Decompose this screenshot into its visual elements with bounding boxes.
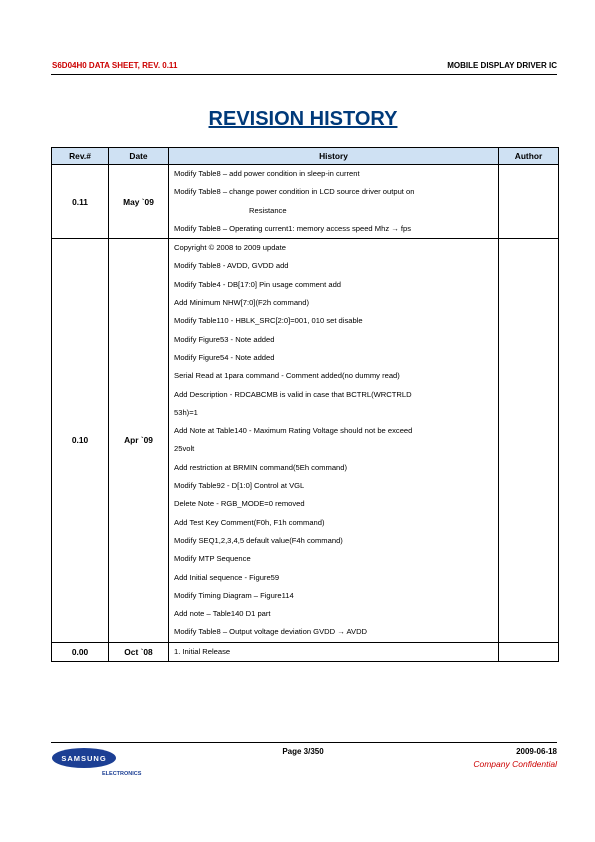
- header-doc-title: S6D04H0 DATA SHEET, REV. 0.11: [52, 61, 178, 70]
- history-line: Resistance: [249, 205, 287, 215]
- history-line: Delete Note - RGB_MODE=0 removed: [174, 499, 305, 509]
- author-cell: [499, 165, 559, 239]
- author-cell: [499, 642, 559, 661]
- footer-date: 2009-06-18: [516, 747, 557, 756]
- table-row: [52, 239, 559, 643]
- history-line: Modify Table8 – add power condition in sleep-in current: [174, 169, 360, 178]
- history-line: Modify Table8 - AVDD, GVDD add: [174, 261, 289, 271]
- column-header-history: History: [169, 148, 499, 165]
- history-line: 1. Initial Release: [174, 646, 231, 656]
- history-line: Serial Read at 1para command - Comment added(no dummy read): [174, 371, 400, 381]
- confidential-label: Company Confidential: [473, 759, 557, 769]
- history-line: Modify Timing Diagram – Figure114: [174, 590, 294, 600]
- rev-cell: 0.11: [52, 165, 109, 239]
- table-row: [52, 165, 559, 239]
- logo-wordmark: SAMSUNG: [61, 753, 107, 763]
- table-header-row: [52, 148, 559, 165]
- date-cell: May `09: [109, 165, 169, 239]
- page-title: REVISION HISTORY: [208, 108, 398, 130]
- column-header-author: Author: [499, 148, 559, 165]
- history-line: 25volt: [174, 444, 195, 454]
- date-cell: Apr `09: [109, 239, 169, 643]
- author-cell: [499, 239, 559, 643]
- rev-cell: 0.10: [52, 239, 109, 643]
- header-divider: [51, 74, 557, 75]
- history-line: Modify Figure53 - Note added: [174, 334, 275, 344]
- history-line: Add Minimum NHW[7:0](F2h command): [174, 298, 310, 308]
- footer-divider: [51, 742, 557, 743]
- history-line: Modify Figure54 - Note added: [174, 352, 275, 362]
- revision-table-body: [52, 165, 559, 662]
- history-line: Modify Table92 - D[1:0] Control at VGL: [174, 481, 305, 491]
- history-line: Modify SEQ1,2,3,4,5 default value(F4h command): [174, 535, 343, 545]
- history-cell: [169, 239, 499, 643]
- history-line: Copyright © 2008 to 2009 update: [174, 243, 286, 253]
- history-line: Add restriction at BRMIN command(5Eh command): [174, 462, 348, 472]
- history-line: Modify Table4 - DB[17:0] Pin usage comment add: [174, 279, 342, 289]
- history-line: Add note – Table140 D1 part: [174, 609, 271, 619]
- revision-table: [51, 147, 559, 662]
- table-row: [52, 642, 559, 661]
- history-line: Modify Table8 – change power condition in LCD source driver output on: [174, 187, 415, 197]
- history-line: Add Note at Table140 - Maximum Rating Voltage should not be exceed: [174, 426, 413, 436]
- history-cell: [169, 165, 499, 239]
- page-number: Page 3/350: [282, 747, 324, 756]
- history-line: Add Description - RDCABCMB is valid in case that BCTRL(WRCTRLD: [174, 389, 412, 399]
- history-line: Modify Table8 – Output voltage deviation GVDD → AVDD: [174, 627, 368, 637]
- column-header-date: Date: [109, 148, 169, 165]
- history-line: Add Initial sequence - Figure59: [174, 572, 280, 582]
- history-line: 53h)=1: [174, 407, 198, 417]
- logo-subtitle: ELECTRONICS: [102, 771, 142, 777]
- header-product: MOBILE DISPLAY DRIVER IC: [447, 61, 557, 70]
- rev-cell: 0.00: [52, 642, 109, 661]
- column-header-rev: Rev.#: [52, 148, 109, 165]
- history-line: Modify Table110 - HBLK_SRC[2:0]=001, 010 set disable: [174, 316, 363, 326]
- history-line: Add Test Key Comment(F0h, F1h command): [174, 517, 325, 527]
- date-cell: Oct `08: [109, 642, 169, 661]
- history-cell: [169, 642, 499, 661]
- history-line: Modify Table8 – Operating current1: memory access speed Mhz → fps: [174, 223, 412, 233]
- history-line: Modify MTP Sequence: [174, 554, 251, 564]
